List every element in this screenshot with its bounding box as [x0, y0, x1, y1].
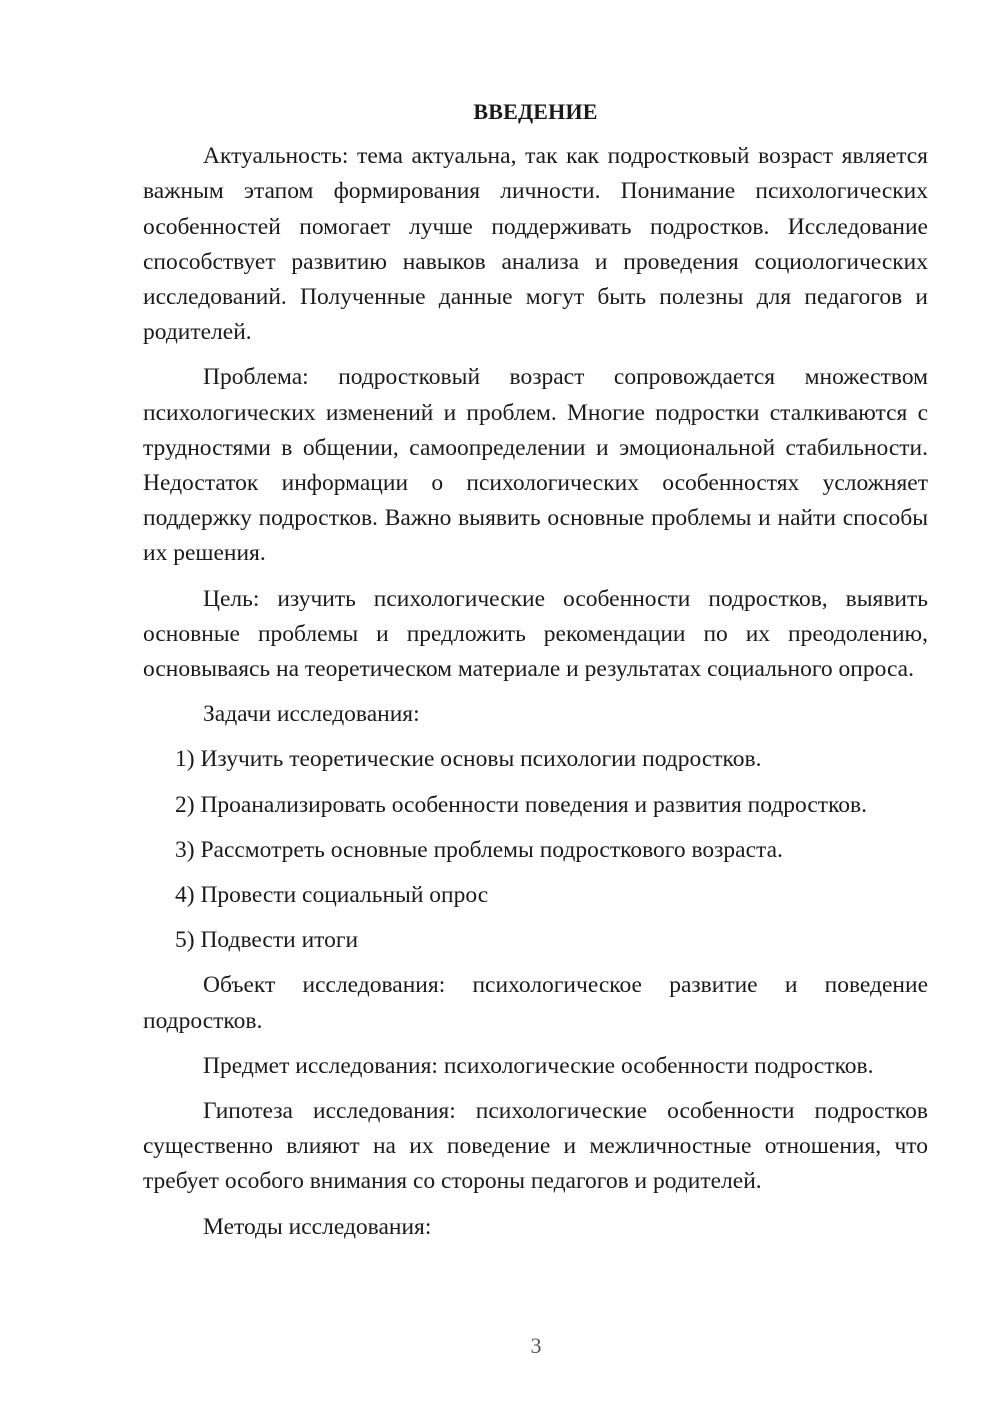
page-body [143, 94, 928, 1255]
subject-paragraph: Предмет исследования: психологические особенности подростков. [203, 1052, 874, 1079]
methods-heading: Методы исследования: [203, 1213, 432, 1240]
hypothesis-paragraph: Гипотеза исследования: психологические особенности подростков существенно влияют на их поведение и межличностные отношения, что требует особого внимания со стороны педагогов и родителей. [143, 1098, 928, 1195]
list-item: 1) Изучить теоретические основы психологии подростков. [175, 746, 762, 773]
goal-paragraph: Цель: изучить психологические особенности подростков, выявить основные проблемы и предложить рекомендации по их преодолению, основываясь на теоретическом материале и результатах социального опроса. [143, 585, 928, 683]
tasks-list [143, 742, 928, 958]
page-title: ВВЕДЕНИЕ [473, 99, 598, 124]
list-item: 4) Провести социальный опрос [175, 882, 489, 909]
list-item: 3) Рассмотреть основные проблемы подросткового возраста. [175, 836, 783, 863]
relevance-paragraph: Актуальность: тема актуальна, так как подростковый возраст является важным этапом формирования личности. Понимание психологических особенностей помогает лучше поддерживать подростков. Исследование способствует развитию навыков анализа и проведения социологических исследований. Полученные данные могут быть полезны для педагогов и родителей. [143, 143, 928, 346]
list-item: 2) Проанализировать особенности поведения и развития подростков. [175, 791, 868, 818]
problem-paragraph: Проблема: подростковый возраст сопровождается множеством психологических изменений и проблем. Многие подростки сталкиваются с трудностями в общении, самоопределении и эмоциональной стабильности. Недостаток информации о психологических особенностях усложняет поддержку подростков. Важно выявить основные проблемы и найти способы их решения. [143, 364, 928, 567]
tasks-heading: Задачи исследования: [203, 701, 420, 728]
list-item: 5) Подвести итоги [175, 927, 359, 954]
page-number: 3 [530, 1333, 542, 1358]
object-paragraph: Объект исследования: психологическое развитие и поведение подростков. [143, 972, 928, 1034]
